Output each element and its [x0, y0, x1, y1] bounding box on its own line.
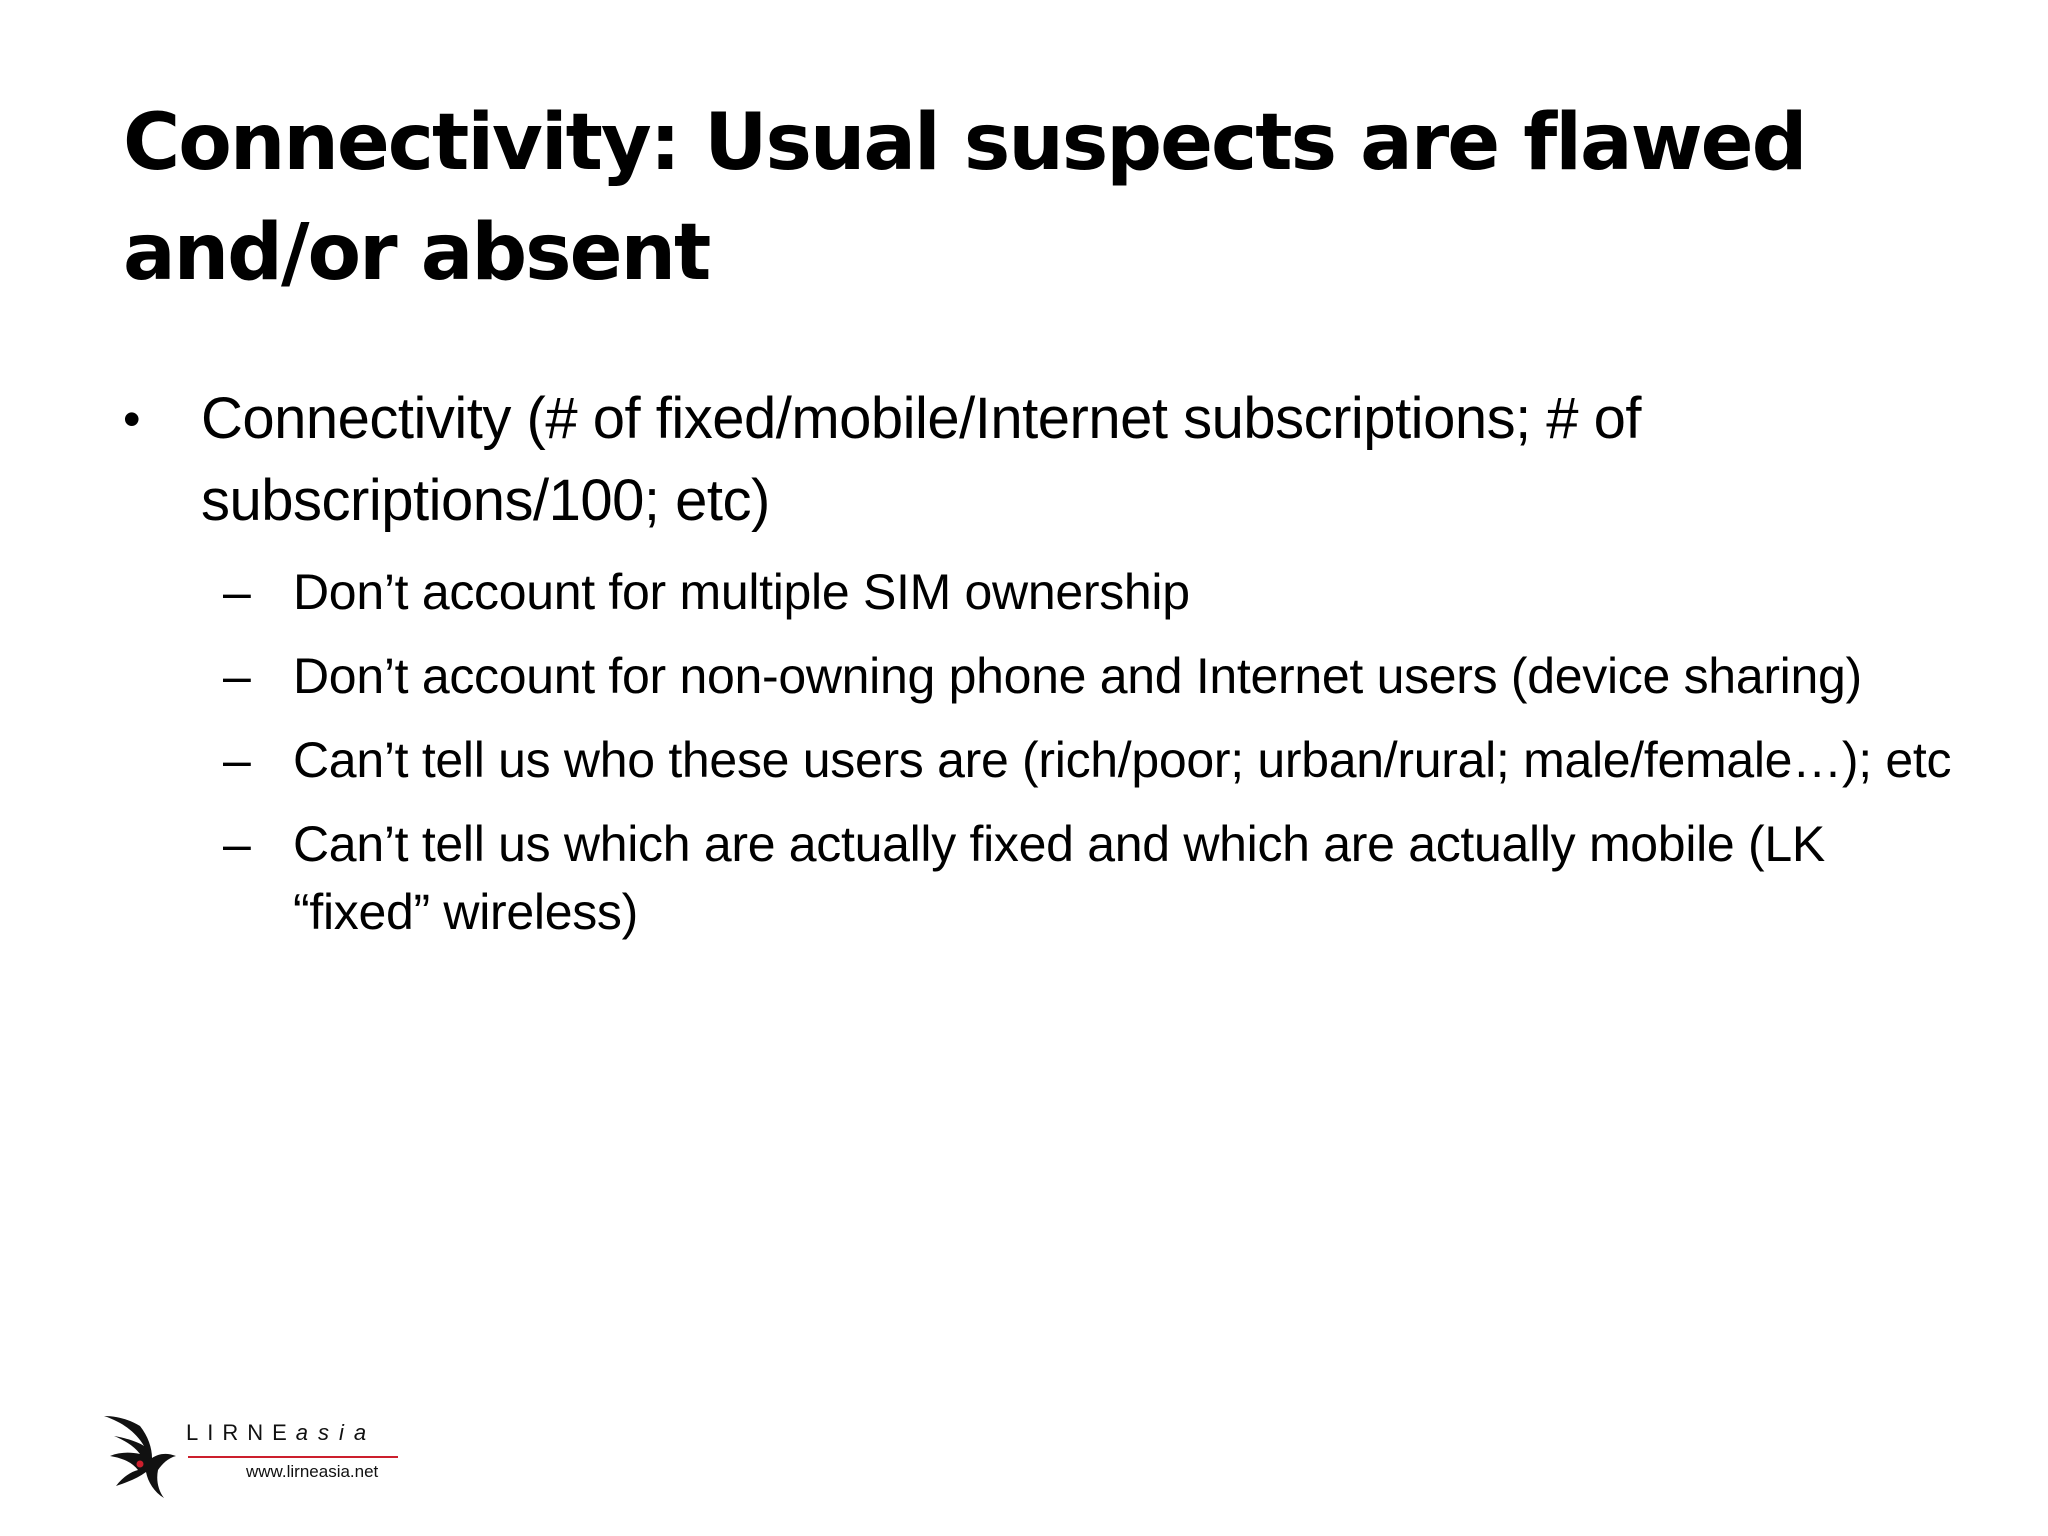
- sub-bullet-item: [123, 726, 1953, 794]
- dash-icon: –: [223, 732, 251, 788]
- dash-icon: –: [223, 648, 251, 704]
- sub-bullet-item: [123, 558, 1953, 626]
- sub-bullet-text: Can’t tell us which are actually fixed and which are actually mobile (LK “fixed” wireless): [293, 816, 1825, 940]
- slide-title: Connectivity: Usual suspects are flawed and/or absent: [123, 98, 1806, 298]
- logo-wordmark: LIRNEasia: [186, 1420, 377, 1445]
- slide-body: [123, 378, 1953, 946]
- sub-bullet-list: [123, 558, 1953, 946]
- sub-bullet-item: [123, 642, 1953, 710]
- sub-bullet-text: Can’t tell us who these users are (rich/poor; urban/rural; male/female…); etc: [293, 732, 1952, 788]
- dash-icon: –: [223, 564, 251, 620]
- sub-bullet-item: [123, 810, 1953, 946]
- logo-url: www.lirneasia.net: [246, 1462, 379, 1481]
- dash-icon: –: [223, 816, 251, 872]
- bullet-item: [123, 378, 1953, 542]
- lirneasia-logo: [100, 1412, 420, 1502]
- logo-divider: [188, 1456, 398, 1458]
- bullet-text: Connectivity (# of fixed/mobile/Internet subscriptions; # of subscriptions/100; etc): [201, 386, 1642, 533]
- sub-bullet-text: Don’t account for multiple SIM ownership: [293, 564, 1190, 620]
- bullet-dot-icon: •: [123, 391, 141, 447]
- sub-bullet-text: Don’t account for non-owning phone and Internet users (device sharing): [293, 648, 1862, 704]
